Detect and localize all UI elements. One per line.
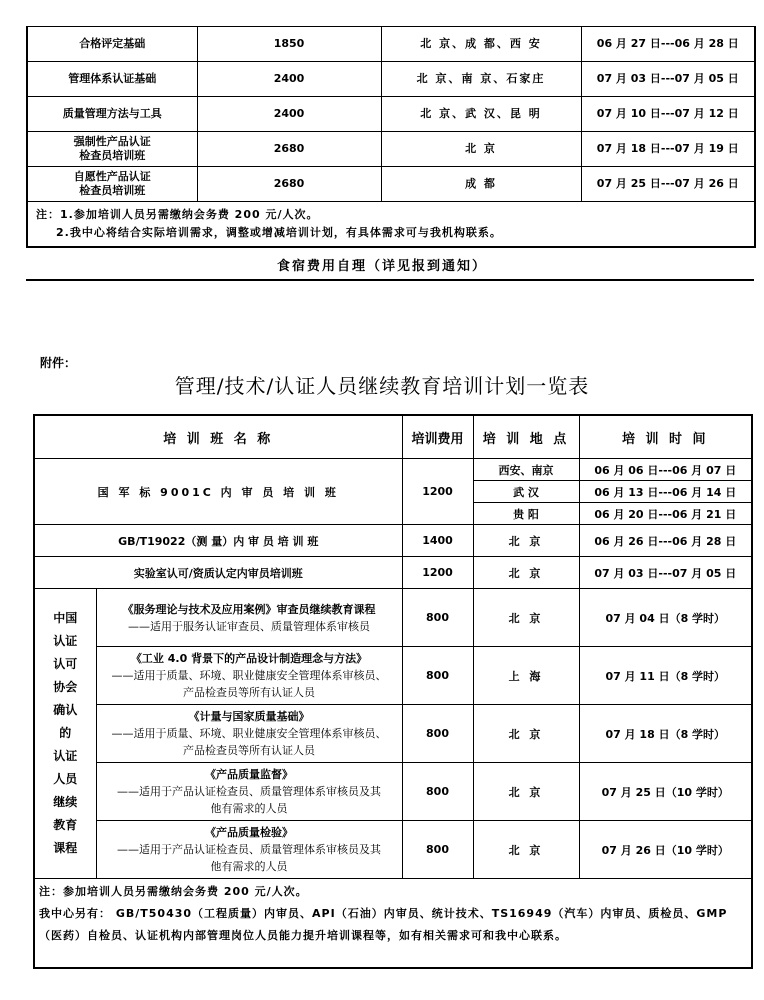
- group-label-line: 继续: [53, 795, 78, 809]
- course-time: 07 月 18 日---07 月 19 日: [581, 132, 755, 167]
- course-location: 北 京、南 京、石家庄: [381, 62, 581, 97]
- course-desc: 他有需求的人员: [210, 802, 288, 815]
- table-row: [34, 705, 752, 763]
- session-time: 06 月 13 日---06 月 14 日: [579, 481, 752, 503]
- footer-line: 我中心另有： GB/T50430（工程质量）内审员、API（石油）内审员、统计技术、TS16949（汽车）内审员、质检员、GMP（医药）自检员、认证机构内部管理岗位人员能力提升培训课程等，如有相关需求可和我中心联系。: [39, 907, 728, 942]
- note-row: [27, 202, 755, 248]
- course-fee: 2680: [197, 132, 381, 167]
- table-row: [34, 821, 752, 879]
- course-title: 《服务理论与技术及应用案例》审查员继续教育课程: [122, 602, 376, 616]
- course-title: 《产品质量监督》: [205, 768, 293, 781]
- course-fee: 800: [402, 763, 473, 821]
- page-title: 管理/技术/认证人员继续教育培训计划一览表: [174, 374, 590, 398]
- course-fee: 800: [402, 647, 473, 705]
- course-time: 07 月 03 日---07 月 05 日: [581, 62, 755, 97]
- course-location: 北 京、成 都、西 安: [381, 27, 581, 62]
- footer-row: [34, 879, 752, 969]
- course-location: 北 京: [473, 589, 579, 647]
- session-location: 贵 阳: [473, 503, 579, 525]
- course-group-label: [34, 589, 96, 879]
- course-name: [27, 167, 197, 202]
- section-divider: [26, 279, 754, 281]
- course-fee: 2680: [197, 167, 381, 202]
- course-time: 07 月 18 日（8 学时）: [579, 705, 752, 763]
- course-name: 管理体系认证基础: [27, 62, 197, 97]
- table-row: [34, 647, 752, 705]
- course-name: GB/T19022（测 量）内 审 员 培 训 班: [34, 525, 402, 557]
- course-name-line: 自愿性产品认证: [73, 170, 151, 183]
- course-location: 北 京、武 汉、昆 明: [381, 97, 581, 132]
- course-fee: 1200: [402, 557, 473, 589]
- header-row: [34, 415, 752, 459]
- table-row: [27, 167, 755, 202]
- course-title: 《产品质量检验》: [205, 826, 293, 839]
- course-name: [96, 821, 402, 879]
- course-fee: 2400: [197, 62, 381, 97]
- table-row: [34, 557, 752, 589]
- footer-note: [34, 879, 752, 969]
- group-label-line: 认证: [53, 634, 78, 648]
- header-fee: 培训费用: [402, 415, 473, 459]
- table-row: [34, 763, 752, 821]
- course-location: 北 京: [473, 557, 579, 589]
- course-name: [96, 705, 402, 763]
- course-fee: 2400: [197, 97, 381, 132]
- course-name: 国 军 标 9001C 内 审 员 培 训 班: [34, 459, 402, 525]
- course-name: [96, 589, 402, 647]
- course-name: 合格评定基础: [27, 27, 197, 62]
- course-location: 北 京: [473, 705, 579, 763]
- session-time: 06 月 06 日---06 月 07 日: [579, 459, 752, 481]
- course-location: 成 都: [381, 167, 581, 202]
- course-time: 06 月 26 日---06 月 28 日: [579, 525, 752, 557]
- course-location: 北 京: [473, 821, 579, 879]
- course-location: 北 京: [473, 763, 579, 821]
- course-desc: ——适用于产品认证检查员、质量管理体系审核员及其: [117, 843, 381, 856]
- group-label-line: 认证: [53, 749, 78, 763]
- course-location: 北 京: [381, 132, 581, 167]
- session-location: 武 汉: [473, 481, 579, 503]
- course-time: 07 月 25 日---07 月 26 日: [581, 167, 755, 202]
- group-label-line: 确认: [53, 703, 78, 717]
- group-label-line: 中国: [53, 611, 78, 625]
- header-location: 培 训 地 点: [473, 415, 579, 459]
- group-label-line: 教育: [53, 818, 78, 832]
- table-row: [27, 97, 755, 132]
- course-fee: 1400: [402, 525, 473, 557]
- course-time: 07 月 04 日（8 学时）: [579, 589, 752, 647]
- previous-training-table: [26, 26, 756, 248]
- course-time: 06 月 27 日---06 月 28 日: [581, 27, 755, 62]
- course-desc: ——适用于产品认证检查员、质量管理体系审核员及其: [117, 785, 381, 798]
- course-fee: 1850: [197, 27, 381, 62]
- table-row: [27, 132, 755, 167]
- course-name: [27, 132, 197, 167]
- session-location: 西安、南京: [473, 459, 579, 481]
- course-desc: ——适用于服务认证审查员、质量管理体系审核员: [128, 619, 370, 633]
- table-row: [34, 459, 752, 481]
- course-name: 质量管理方法与工具: [27, 97, 197, 132]
- course-name: 实验室认可/资质认定内审员培训班: [34, 557, 402, 589]
- course-desc: 他有需求的人员: [210, 860, 288, 873]
- session-time: 06 月 20 日---06 月 21 日: [579, 503, 752, 525]
- course-name-line: 强制性产品认证: [73, 135, 151, 148]
- course-title: 《计量与国家质量基础》: [188, 710, 310, 723]
- group-label-line: 协会: [53, 680, 78, 694]
- group-label-line: 的: [59, 726, 72, 740]
- group-label-line: 认可: [53, 657, 78, 671]
- attachment-label: 附件：: [40, 356, 77, 370]
- course-time: 07 月 26 日（10 学时）: [579, 821, 752, 879]
- footer-line: 注：参加培训人员另需缴纳会务费 200 元/人次。: [39, 885, 308, 898]
- course-time: 07 月 10 日---07 月 12 日: [581, 97, 755, 132]
- group-label-line: 人员: [53, 772, 78, 786]
- course-desc: 产品检查员等所有认证人员: [183, 744, 315, 757]
- lodging-note: 食宿费用自理（详见报到通知）: [276, 259, 487, 274]
- header-time: 培 训 时 间: [579, 415, 752, 459]
- note-line: 注：1.参加培训人员另需缴纳会务费 200 元/人次。: [36, 208, 319, 221]
- table-row: [34, 589, 752, 647]
- course-time: 07 月 03 日---07 月 05 日: [579, 557, 752, 589]
- header-name: 培 训 班 名 称: [34, 415, 402, 459]
- course-name-line: 检查员培训班: [79, 149, 146, 162]
- note-line: 2.我中心将结合实际培训需求，调整或增减培训计划，有具体需求可与我机构联系。: [56, 226, 502, 239]
- course-name: [96, 763, 402, 821]
- course-location: 上 海: [473, 647, 579, 705]
- table-row: [27, 62, 755, 97]
- table-row: [34, 525, 752, 557]
- course-location: 北 京: [473, 525, 579, 557]
- note-cell: [27, 202, 755, 248]
- training-plan-table: [33, 414, 753, 969]
- course-time: 07 月 11 日（8 学时）: [579, 647, 752, 705]
- course-time: 07 月 25 日（10 学时）: [579, 763, 752, 821]
- course-name: [96, 647, 402, 705]
- course-fee: 1200: [402, 459, 473, 525]
- course-desc: ——适用于质量、环境、职业健康安全管理体系审核员、: [111, 669, 387, 682]
- course-desc: ——适用于质量、环境、职业健康安全管理体系审核员、: [111, 727, 387, 740]
- group-label-line: 课程: [53, 841, 78, 855]
- course-fee: 800: [402, 821, 473, 879]
- course-fee: 800: [402, 589, 473, 647]
- table-row: [27, 27, 755, 62]
- course-fee: 800: [402, 705, 473, 763]
- course-title: 《工业 4.0 背景下的产品设计制造理念与方法》: [130, 652, 368, 665]
- course-desc: 产品检查员等所有认证人员: [183, 686, 315, 699]
- course-name-line: 检查员培训班: [79, 184, 146, 197]
